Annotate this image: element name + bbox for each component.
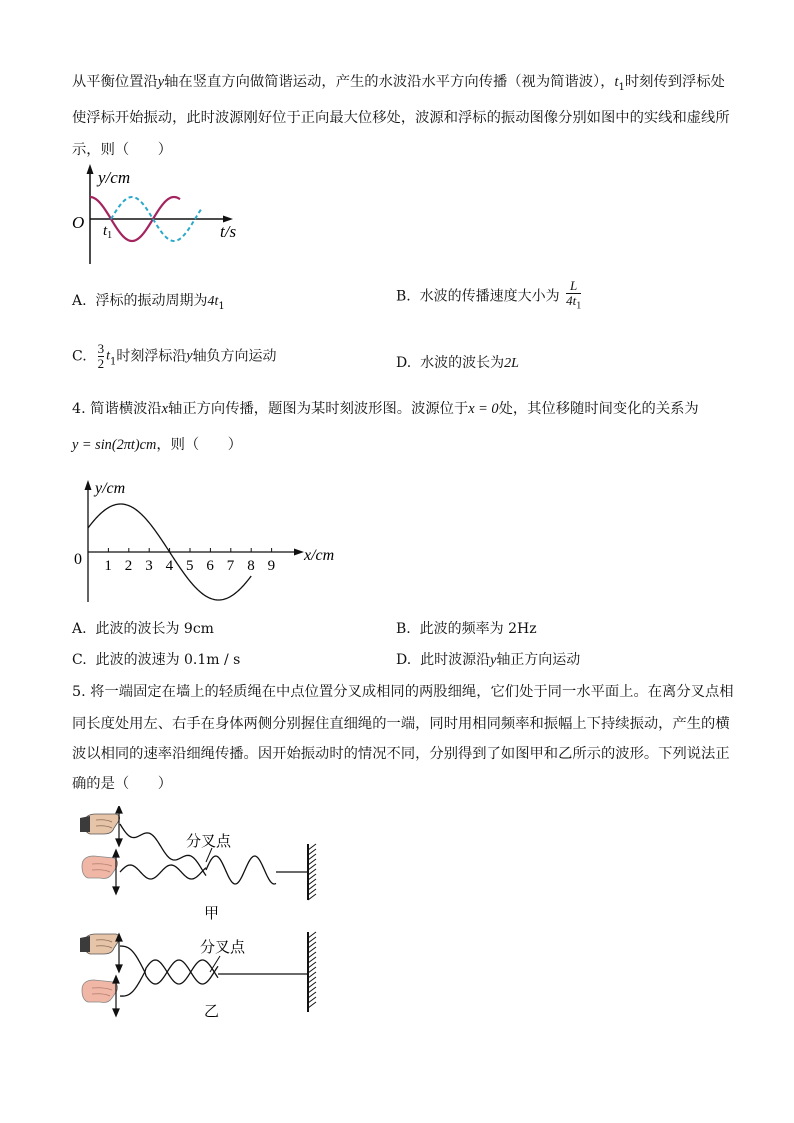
hatch-line xyxy=(308,937,316,943)
q3-option-d[interactable]: D. 水波的波长为2L xyxy=(396,355,519,371)
x-tick-label: 8 xyxy=(247,558,255,574)
branch-point-label: 分叉点 xyxy=(186,834,232,850)
x-tick-label: 7 xyxy=(226,558,235,574)
q3-stem-line-1: 从平衡位置沿y轴在竖直方向做简谐运动，产生的水波沿水平方向传播（视为简谐波），$t_1$时刻传到浮标处 xyxy=(72,74,725,93)
q4-stem-line-2: y = sin(2πt)cm，则（ ） xyxy=(72,437,243,453)
hatch-line xyxy=(308,864,316,870)
hatch-line xyxy=(308,849,316,855)
lower-rope-wave xyxy=(120,960,218,996)
hatch-line xyxy=(308,844,316,850)
hatch-line xyxy=(308,894,316,900)
q4-option-a[interactable]: A. 此波的波长为 9cm xyxy=(72,621,214,637)
hatch-line xyxy=(308,972,316,978)
wall-hatching xyxy=(308,844,316,900)
upper-hand-icon xyxy=(80,934,120,954)
q3-option-c-fraction: $\frac{3}{2}$ xyxy=(97,341,105,371)
q3-option-b-fraction: $\frac{L}{4t_1}$ xyxy=(566,278,582,312)
combined-rope-wave xyxy=(206,856,276,884)
hatch-line xyxy=(308,967,316,973)
hatch-line xyxy=(308,957,316,963)
upper-hand-icon xyxy=(80,814,120,834)
q5-stem-line-3: 波以相同的速率沿细绳传播。因开始振动时的情况不同，分别得到了如图甲和乙所示的波形。下列说法正 xyxy=(72,746,730,762)
hatch-line xyxy=(308,869,316,875)
hatch-line xyxy=(308,1002,316,1008)
figure-caption-jia: 甲 xyxy=(204,906,220,922)
x-tick-label: 2 xyxy=(124,558,133,574)
x-tick-label: 1 xyxy=(104,558,112,574)
y-axis-arrow xyxy=(85,480,92,490)
hatch-line xyxy=(308,874,316,880)
hatch-line xyxy=(308,987,316,993)
q3-option-b[interactable]: B. 水波的传播速度大小为 $\frac{L}{4t_1}$ xyxy=(396,278,582,312)
q3-stem-line-2: 使浮标开始振动，此时波源刚好位于正向最大位移处，波源和浮标的振动图像分别如图中的实线和虚线所 xyxy=(72,110,730,126)
q4-ylabel: y/cm xyxy=(95,480,126,497)
q5-figure-yi xyxy=(76,930,326,1022)
hatch-line xyxy=(308,932,316,938)
lower-rope-wave xyxy=(120,865,206,879)
q5-stem-line-1: 5. 将一端固定在墙上的轻质绳在中点位置分叉成相同的两股细绳，它们处于同一水平面上。在离分叉点相 xyxy=(72,684,734,700)
x-tick-label: 9 xyxy=(267,558,276,574)
q5-stem-line-4: 确的是（ ） xyxy=(72,776,173,792)
q3-stem-line-3: 示，则（ ） xyxy=(72,142,173,158)
q3-vibration-graph xyxy=(70,162,250,268)
hatch-line xyxy=(308,992,316,998)
q4-option-c[interactable]: C. 此波的波速为 0.1m / s xyxy=(72,652,241,668)
q4-option-d[interactable]: D. 此时波源沿y轴正方向运动 xyxy=(396,652,581,668)
branch-point-label: 分叉点 xyxy=(200,940,246,956)
hatch-line xyxy=(308,962,316,968)
hatch-line xyxy=(308,889,316,895)
hatch-line xyxy=(308,859,316,865)
x-tick-label: 5 xyxy=(186,558,194,574)
q3-option-a[interactable]: A. 浮标的振动周期为$4t_1$ xyxy=(72,293,225,312)
hatch-line xyxy=(308,854,316,860)
hatch-line xyxy=(308,942,316,948)
y-axis-arrow xyxy=(87,164,94,174)
q5-figure-jia xyxy=(76,806,326,924)
figure-caption-yi: 乙 xyxy=(204,1004,220,1020)
hatch-line xyxy=(308,997,316,1003)
hatch-line xyxy=(308,952,316,958)
q4-option-b[interactable]: B. 此波的频率为 2Hz xyxy=(396,621,537,637)
hatch-line xyxy=(308,947,316,953)
hatch-line xyxy=(308,879,316,885)
q5-stem-line-2: 同长度处用左、右手在身体两侧分别握住直细绳的一端，同时用相同频率和振幅上下持续振动，产生的横 xyxy=(72,716,730,732)
x-tick-label: 3 xyxy=(145,558,153,574)
hatch-line xyxy=(308,982,316,988)
q3-option-c[interactable]: C. $\frac{3}{2}$ $t_1$时刻浮标沿y轴负方向运动 xyxy=(72,341,277,371)
x-tick-label: 4 xyxy=(165,558,174,574)
wall-hatching xyxy=(308,932,316,1008)
x-tick-label: 6 xyxy=(206,558,214,574)
q4-origin-label: 0 xyxy=(74,551,82,568)
q4-waveform-graph xyxy=(68,474,348,606)
hatch-line xyxy=(308,884,316,890)
q3-origin-label: O xyxy=(72,213,85,232)
lower-hand-icon xyxy=(82,856,118,879)
q3-ylabel: y/cm xyxy=(98,168,131,187)
x-axis-arrow xyxy=(294,549,304,556)
hatch-line xyxy=(308,977,316,983)
q4-stem-line-1: 4. 简谐横波沿x轴正方向传播，题图为某时刻波形图。波源位于x = 0处，其位移随时间变化的关系为 xyxy=(72,401,699,417)
q4-xlabel: x/cm xyxy=(304,547,335,564)
q3-xlabel: t/s xyxy=(220,222,237,241)
q3-t1-label: $t_1$ xyxy=(103,223,113,241)
